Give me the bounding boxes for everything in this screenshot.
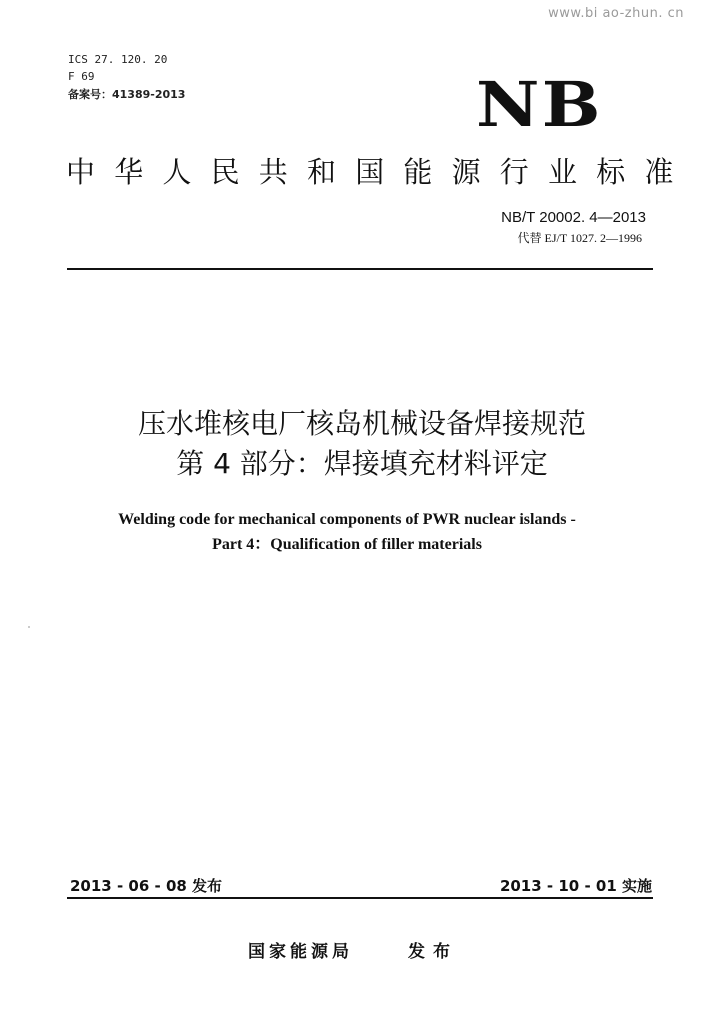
standard-number: NB/T 20002. 4—2013 bbox=[501, 209, 646, 226]
record-number: 备案号：41389-2013 bbox=[68, 88, 186, 101]
ics-code: ICS 27. 120. 20 bbox=[68, 53, 168, 66]
effective-date: 2013 - 10 - 01 实施 bbox=[499, 877, 652, 895]
issuing-authority: 国家能源局 bbox=[248, 942, 353, 962]
classification-code: F 69 bbox=[68, 70, 95, 83]
title-english-line-2: Part 4：Qualification of filler materials bbox=[212, 536, 482, 553]
title-chinese-line-1: 压水堆核电厂核岛机械设备焊接规范 bbox=[137, 407, 586, 440]
title-english-line-1: Welding code for mechanical components of PWR nuclear islands - bbox=[118, 511, 576, 528]
top-divider bbox=[67, 268, 653, 270]
publish-label: 发布 bbox=[408, 942, 458, 962]
scan-speck bbox=[28, 626, 30, 628]
watermark: www.bi ao-zhun. cn bbox=[548, 6, 684, 21]
replaces-standard: 代替 EJ/T 1027. 2—1996 bbox=[517, 231, 642, 245]
issue-date: 2013 - 06 - 08 发布 bbox=[70, 877, 223, 895]
title-chinese-line-2: 第 4 部分：焊接填充材料评定 bbox=[176, 447, 548, 480]
standard-category-title: 中华人民共和国能源行业标准 bbox=[66, 155, 693, 189]
bottom-divider bbox=[67, 897, 653, 899]
nb-logo: NB bbox=[476, 68, 603, 141]
